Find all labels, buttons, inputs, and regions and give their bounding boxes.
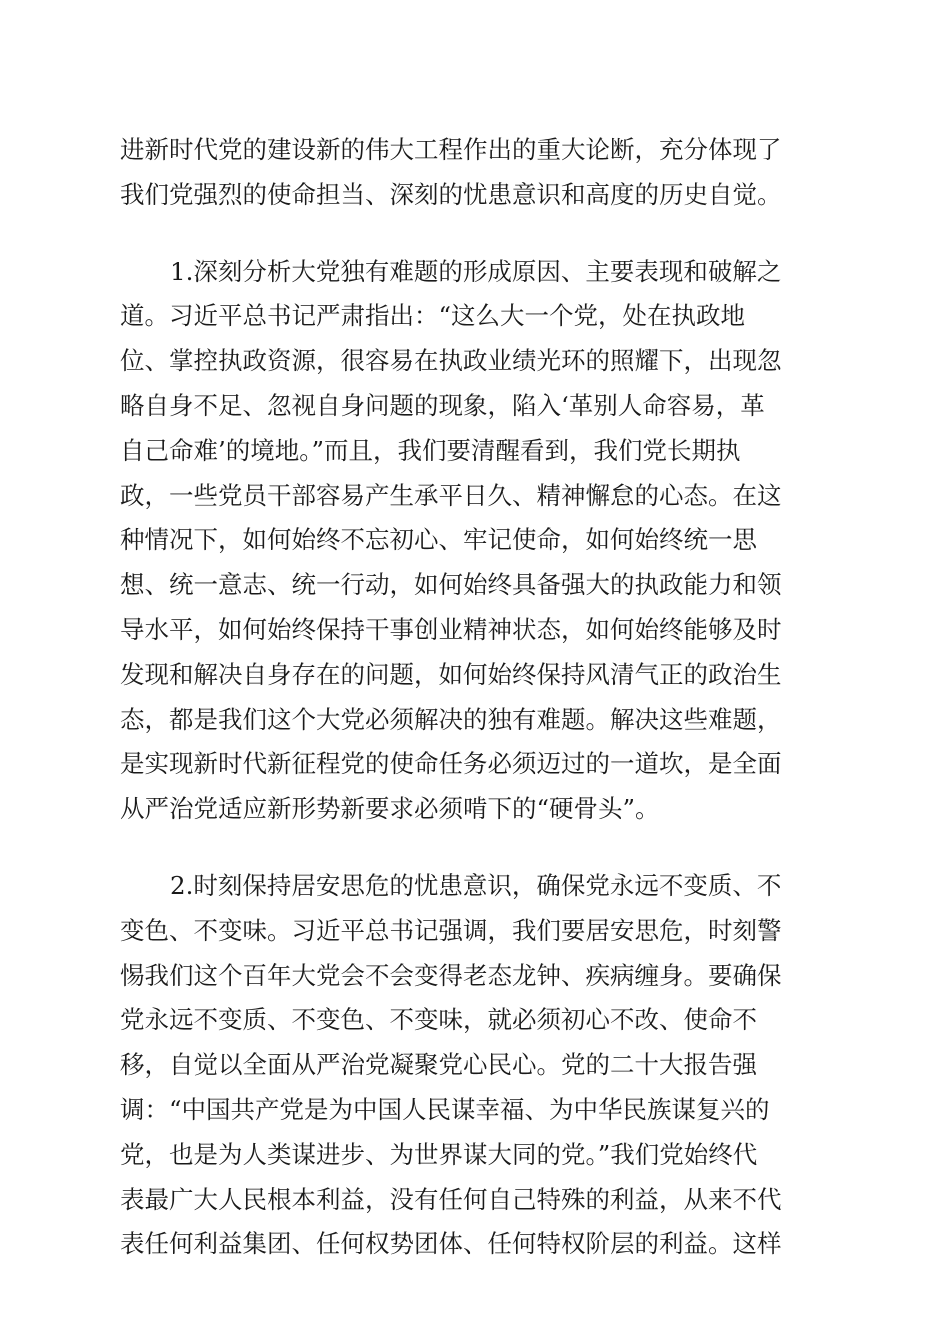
text-line: 自己命难’的境地。”而且，我们要清醒看到，我们党长期执 [120,435,741,465]
paragraph-1 [120,128,810,218]
text-line: 态，都是我们这个大党必须解决的独有难题。解决这些难题， [120,704,782,734]
text-line: 表最广大人民根本利益，没有任何自己特殊的利益，从来不代 [120,1184,782,1214]
paragraph-gap [120,218,810,250]
text-line: 略自身不足、忽视自身问题的现象，陷入‘革别人命容易，革 [120,390,765,420]
text-line: 惕我们这个百年大党会不会变得老态龙钟、疾病缠身。要确保 [120,960,782,990]
text-line: 表任何利益集团、任何权势团体、任何特权阶层的利益。这样 [120,1229,782,1259]
paragraph-gap [120,832,810,864]
text-line: 发现和解决自身存在的问题，如何始终保持风清气正的政治生 [120,659,782,689]
text-line: 导水平，如何始终保持干事创业精神状态，如何始终能够及时 [120,614,782,644]
text-line: 种情况下，如何始终不忘初心、牢记使命，如何始终统一思 [120,525,757,555]
text-line: 想、统一意志、统一行动，如何始终具备强大的执政能力和领 [120,570,782,600]
text-line: 1.深刻分析大党独有难题的形成原因、主要表现和破解之 [170,256,782,286]
paragraph-3 [120,864,810,1267]
text-line: 调：“中国共产党是为中国人民谋幸福、为中华民族谋复兴的 [120,1094,770,1124]
text-line: 从严治党适应新形势新要求必须啃下的“硬骨头”。 [120,794,660,824]
text-line: 进新时代党的建设新的伟大工程作出的重大论断，充分体现了 [120,135,782,164]
body-text [120,128,810,1267]
text-line: 变色、不变味。习近平总书记强调，我们要居安思危，时刻警 [120,915,782,945]
text-line: 是实现新时代新征程党的使命任务必须迈过的一道坎，是全面 [120,749,782,779]
text-line: 道。习近平总书记严肃指出：“这么大一个党，处在执政地 [120,301,746,331]
text-line: 我们党强烈的使命担当、深刻的忧患意识和高度的历史自觉。 [120,179,782,209]
text-line: 政，一些党员干部容易产生承平日久、精神懈怠的心态。在这 [120,480,782,510]
text-line: 2.时刻保持居安思危的忧患意识，确保党永远不变质、不 [170,870,782,900]
text-line: 党永远不变质、不变色、不变味，就必须初心不改、使命不 [120,1005,757,1035]
text-line: 位、掌控执政资源，很容易在执政业绩光环的照耀下，出现忽 [120,346,782,376]
paragraph-2 [120,250,810,832]
text-line: 移，自觉以全面从严治党凝聚党心民心。党的二十大报告强 [120,1050,757,1080]
text-line: 党，也是为人类谋进步、为世界谋大同的党。”我们党始终代 [120,1139,758,1169]
